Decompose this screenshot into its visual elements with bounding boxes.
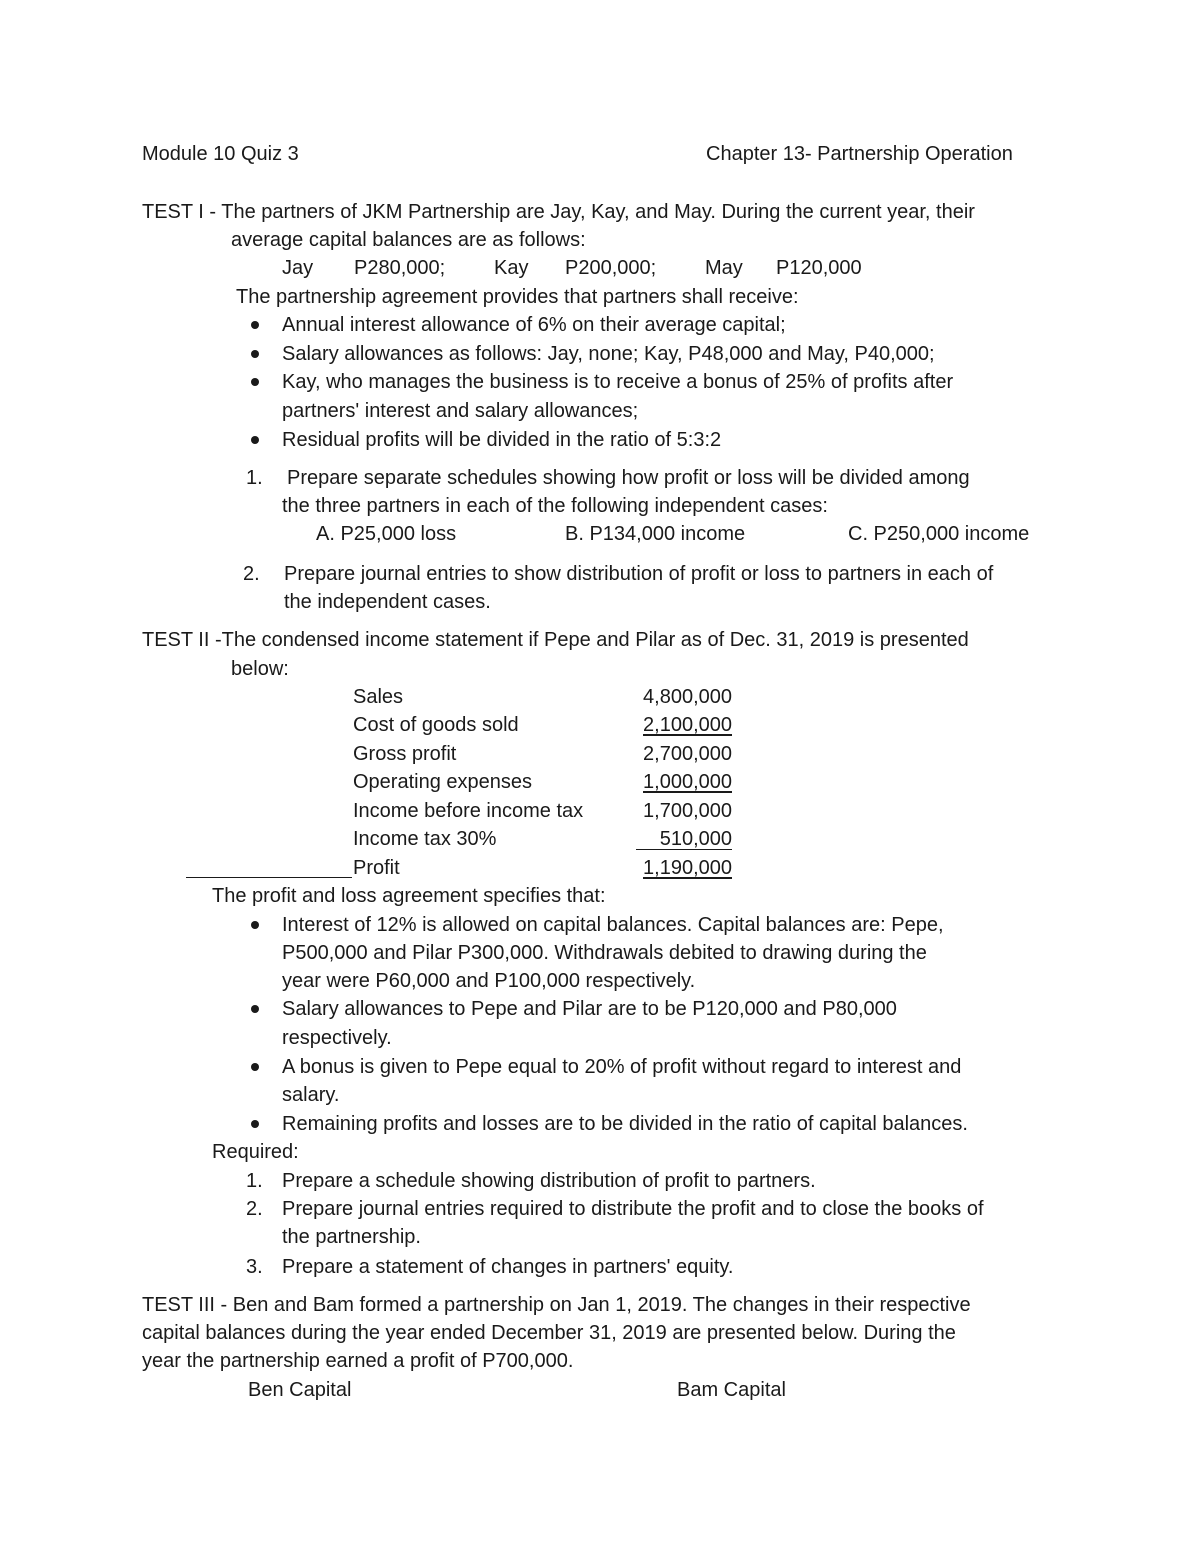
bullet-icon xyxy=(251,350,259,358)
is-value: 1,000,000 xyxy=(643,771,732,793)
is-label: Income before income tax xyxy=(353,800,584,822)
test1-case-c: C. P250,000 income xyxy=(848,523,1030,545)
required-item-cont: the partnership. xyxy=(282,1226,421,1248)
ben-capital-heading: Ben Capital xyxy=(248,1379,352,1401)
required-number: 1. xyxy=(246,1170,263,1192)
test1-bullet: Kay, who manages the business is to receive a bonus of 25% of profits after xyxy=(282,371,954,393)
is-value: 2,700,000 xyxy=(643,743,732,765)
is-label: Operating expenses xyxy=(353,771,533,793)
bullet-icon xyxy=(251,1120,259,1128)
test2-intro-line1: TEST II -The condensed income statement if Pepe and Pilar as of Dec. 31, 2019 is presented xyxy=(142,629,969,651)
blank-line-rule xyxy=(186,877,352,878)
capital-name: May xyxy=(705,257,743,279)
is-label: Income tax 30% xyxy=(353,828,497,850)
test1-q2-line2: the independent cases. xyxy=(284,591,491,613)
bullet-icon xyxy=(251,1005,259,1013)
test1-bullet: Residual profits will be divided in the ratio of 5:3:2 xyxy=(282,429,722,451)
bullet-icon xyxy=(251,321,259,329)
is-label: Profit xyxy=(353,857,400,879)
test1-intro-line2: average capital balances are as follows: xyxy=(231,229,586,251)
underline-rule xyxy=(636,849,732,850)
bullet-icon xyxy=(251,378,259,386)
bullet-icon xyxy=(251,921,259,929)
test1-case-b: B. P134,000 income xyxy=(565,523,746,545)
test3-line2: capital balances during the year ended December 31, 2019 are presented below. During the xyxy=(142,1322,956,1344)
is-value: 510,000 xyxy=(659,828,732,850)
test2-bullet: Salary allowances to Pepe and Pilar are to be P120,000 and P80,000 xyxy=(282,998,897,1020)
test2-bullet: Remaining profits and losses are to be divided in the ratio of capital balances. xyxy=(282,1113,968,1135)
test1-q2-number: 2. xyxy=(243,563,260,585)
is-value: 1,190,000 xyxy=(643,857,732,879)
capital-amount: P120,000 xyxy=(776,257,862,279)
test2-bullet-cont: respectively. xyxy=(282,1027,392,1049)
required-item: Prepare a statement of changes in partners' equity. xyxy=(282,1256,734,1278)
test2-bullet-cont: year were P60,000 and P100,000 respectively. xyxy=(282,970,696,992)
test1-intro-line1: TEST I - The partners of JKM Partnership are Jay, Kay, and May. During the current year, their xyxy=(142,201,975,223)
test2-bullet-cont: P500,000 and Pilar P300,000. Withdrawals debited to drawing during the xyxy=(282,942,927,964)
chapter-title: Chapter 13- Partnership Operation xyxy=(706,143,1013,165)
bullet-icon xyxy=(251,1063,259,1071)
test1-bullet: Salary allowances as follows: Jay, none; Kay, P48,000 and May, P40,000; xyxy=(282,343,935,365)
capital-amount: P200,000; xyxy=(565,257,657,279)
test2-intro-line2: below: xyxy=(231,658,289,680)
required-number: 3. xyxy=(246,1256,263,1278)
is-value: 1,700,000 xyxy=(643,800,732,822)
capital-name: Kay xyxy=(494,257,529,279)
is-value: 4,800,000 xyxy=(643,686,732,708)
capital-amount: P280,000; xyxy=(354,257,446,279)
test2-bullet: Interest of 12% is allowed on capital balances. Capital balances are: Pepe, xyxy=(282,914,944,936)
module-title: Module 10 Quiz 3 xyxy=(142,143,299,165)
test3-line3: year the partnership earned a profit of P700,000. xyxy=(142,1350,574,1372)
test2-bullet: A bonus is given to Pepe equal to 20% of profit without regard to interest and xyxy=(282,1056,962,1078)
test1-q1-line2: the three partners in each of the following independent cases: xyxy=(282,495,828,517)
required-item: Prepare a schedule showing distribution of profit to partners. xyxy=(282,1170,816,1192)
is-label: Gross profit xyxy=(353,743,457,765)
test1-bullet: Annual interest allowance of 6% on their average capital; xyxy=(282,314,786,336)
test1-case-a: A. P25,000 loss xyxy=(316,523,457,545)
test1-agreement: The partnership agreement provides that partners shall receive: xyxy=(236,286,799,308)
test3-line1: TEST III - Ben and Bam formed a partnership on Jan 1, 2019. The changes in their respective xyxy=(142,1294,971,1316)
bullet-icon xyxy=(251,436,259,444)
capital-name: Jay xyxy=(282,257,314,279)
test1-q1-number: 1. xyxy=(246,467,263,489)
test1-q1-line1: Prepare separate schedules showing how profit or loss will be divided among xyxy=(287,467,970,489)
is-label: Sales xyxy=(353,686,404,708)
test1-q2-line1: Prepare journal entries to show distribution of profit or loss to partners in each of xyxy=(284,563,994,585)
required-item: Prepare journal entries required to distribute the profit and to close the books of xyxy=(282,1198,984,1220)
required-number: 2. xyxy=(246,1198,263,1220)
bam-capital-heading: Bam Capital xyxy=(677,1379,786,1401)
test2-bullet-cont: salary. xyxy=(282,1084,340,1106)
required-label: Required: xyxy=(212,1141,299,1163)
is-label: Cost of goods sold xyxy=(353,714,519,736)
is-value: 2,100,000 xyxy=(643,714,732,736)
test1-bullet-cont: partners' interest and salary allowances; xyxy=(282,400,639,422)
test2-agreement: The profit and loss agreement specifies that: xyxy=(212,885,606,907)
